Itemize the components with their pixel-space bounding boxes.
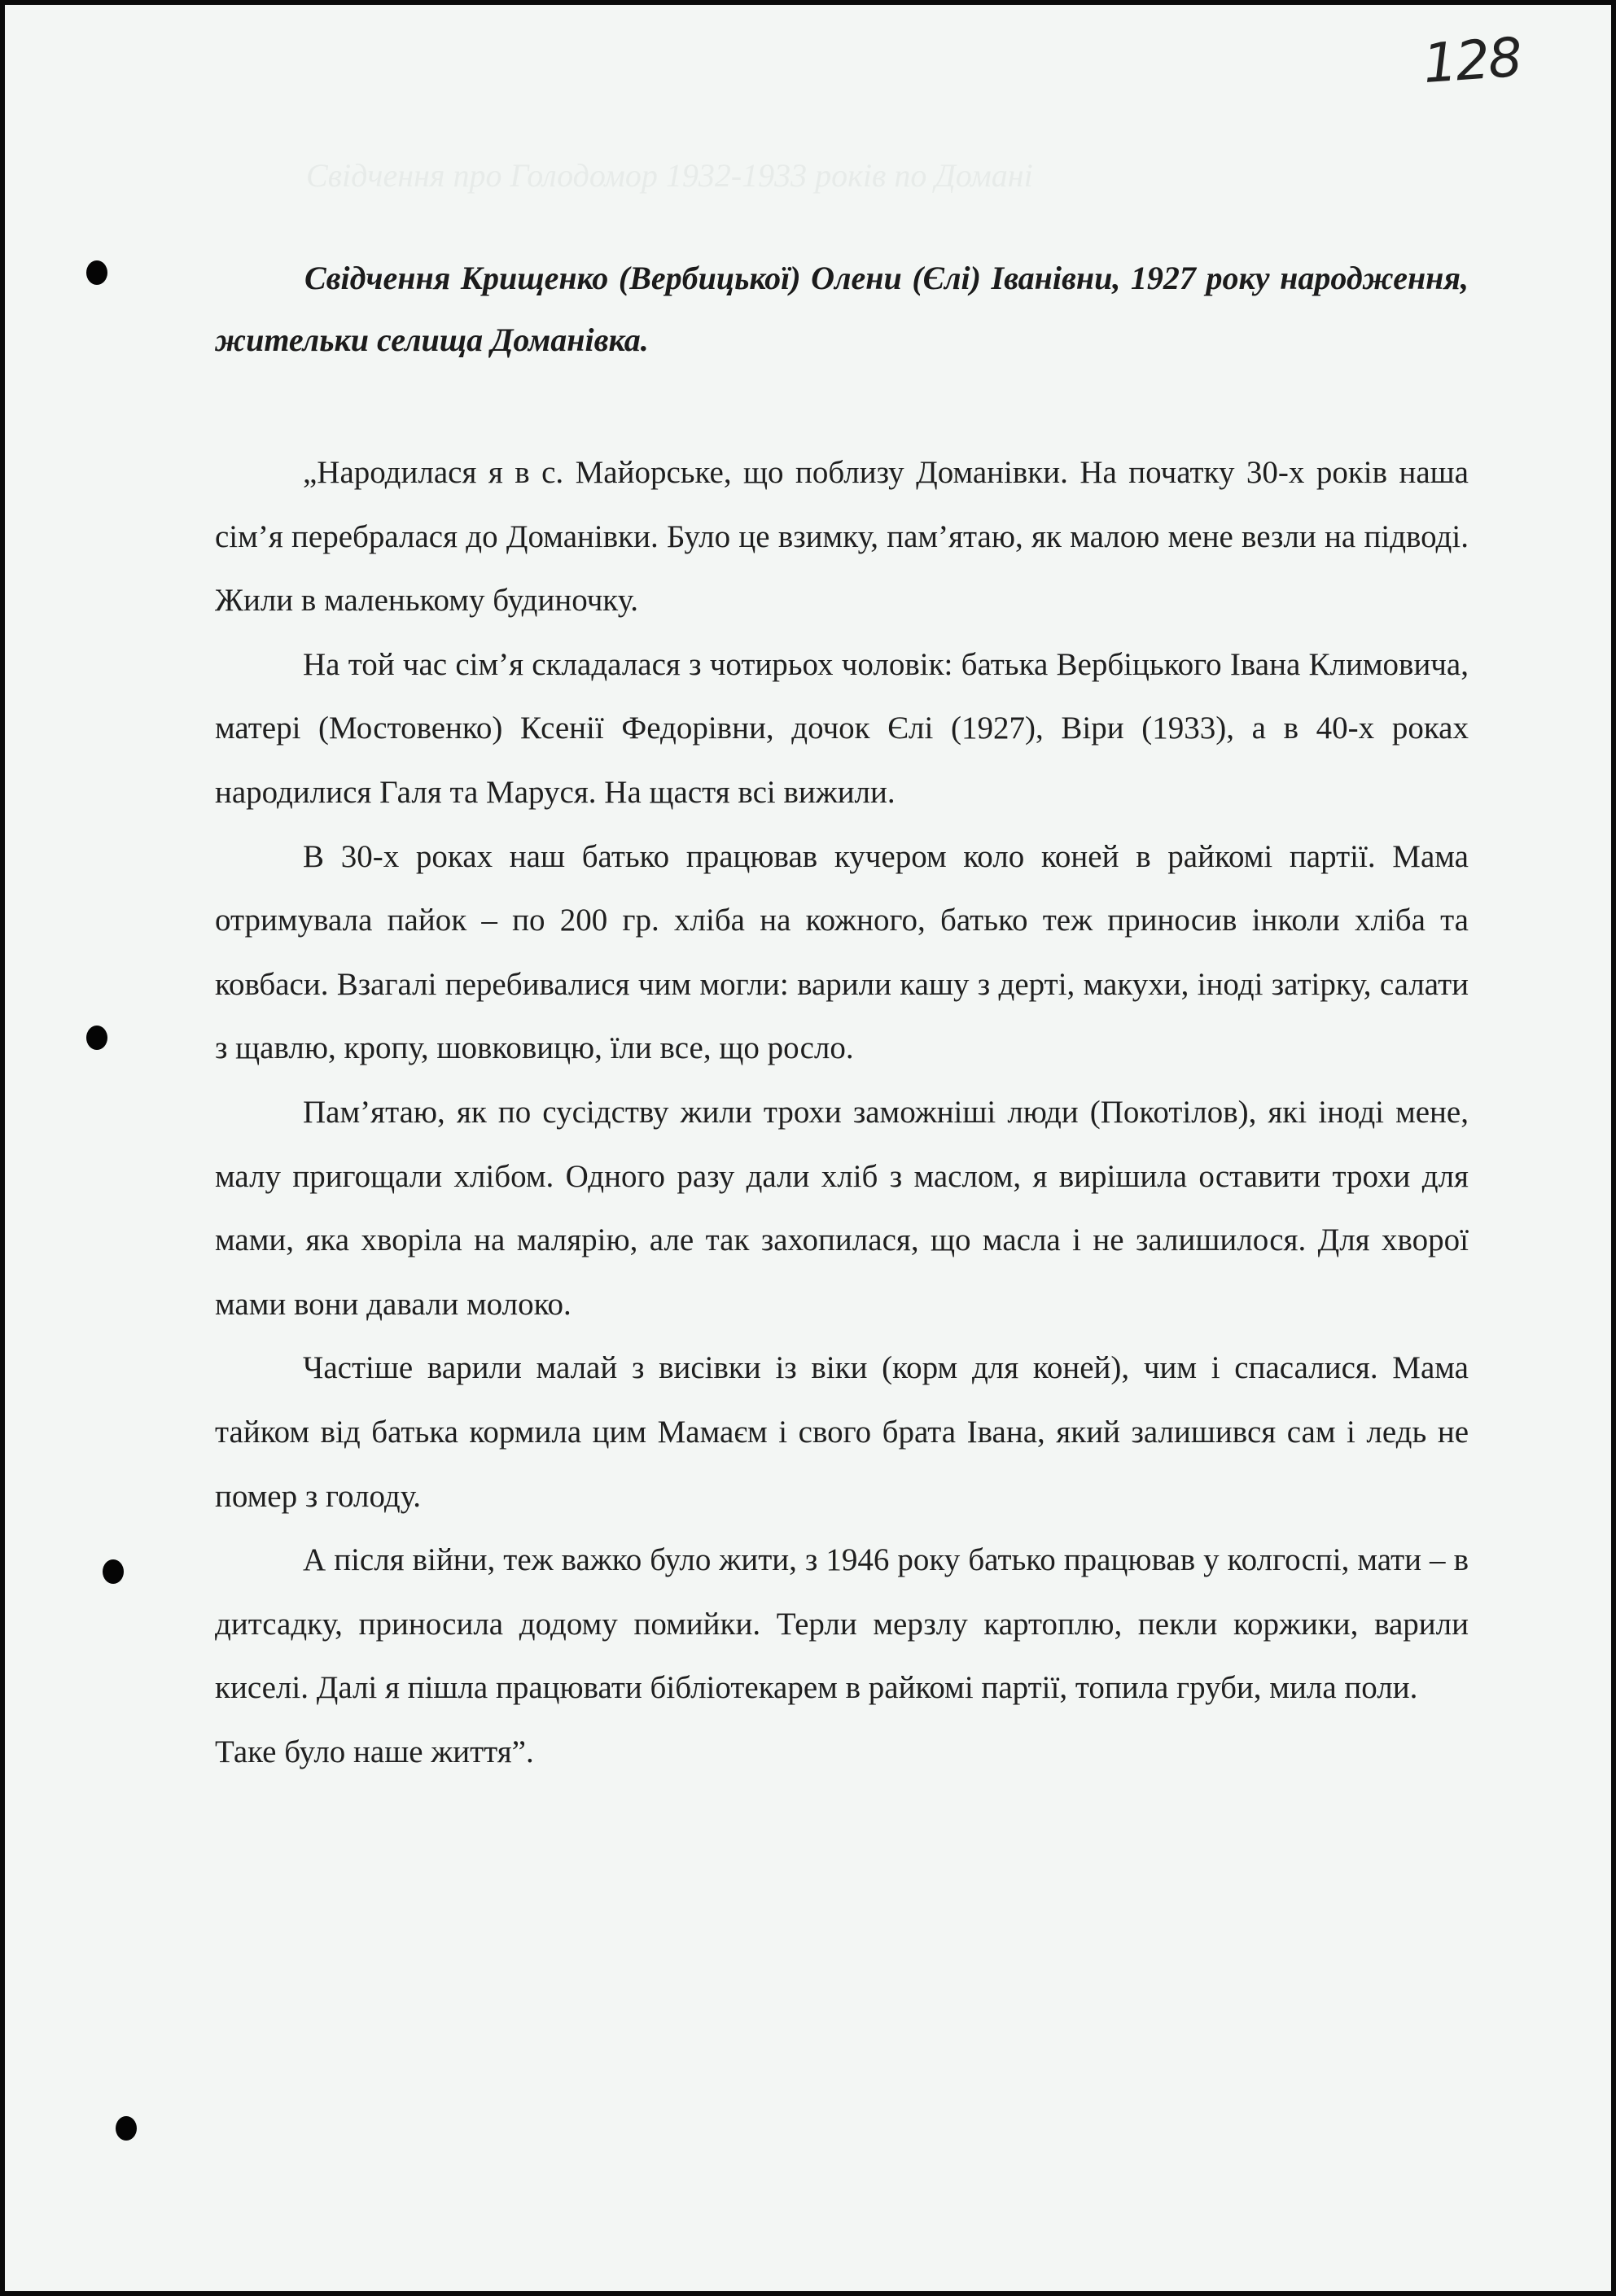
- page-number: 128: [1421, 25, 1523, 96]
- document-title: Свідчення Крищенко (Вербицької) Олени (Єлі) Іванівни, 1927 року народження, жительки селища Доманівка.: [215, 260, 1469, 358]
- paragraph-3: В 30-х роках наш батько працював кучером коло коней в райкомі партії. Мама отримувала пайок – по 200 гр. хліба на кожного, батько теж приносив інколи хліба та ковбаси. Взагалі перебивалися чим могли: варили кашу з дерті, макухи, іноді затірку, салати з щавлю, кропу, шовковицю, їли все, що росло.: [215, 838, 1469, 1066]
- punch-hole-2: [86, 1026, 107, 1050]
- faint-bleedthrough-header: Свідчення про Голодомор 1932-1933 років по Домані: [306, 157, 1033, 194]
- paragraph-6: А після війни, теж важко було жити, з 1946 року батько працював у колгоспі, мати – в дитсадку, приносила додому помийки. Терли мерзлу картоплю, пекли коржики, варили киселі. Далі я пішла працювати бібліотекарем в райкомі партії, топила груби, мила поли.: [215, 1542, 1469, 1706]
- punch-hole-4: [116, 2116, 137, 2141]
- document-page: [5, 5, 1611, 2291]
- paragraph-1: „Народилася я в с. Майорське, що поблизу Доманівки. На початку 30-х років наша сім’я перебралася до Доманівки. Було це взимку, пам’ятаю, як малою мене везли на підводі. Жили в маленькому будиночку.: [215, 455, 1469, 619]
- paragraph-4: Пам’ятаю, як по сусідству жили трохи заможніші люди (Покотілов), які іноді мене, малу пригощали хлібом. Одного разу дали хліб з маслом, я вирішила оставити трохи для мами, яка хворіла на малярію, але так захопилася, що масла і не залишилося. Для хворої мами вони давали молоко.: [215, 1094, 1469, 1322]
- paragraph-5: Частіше варили малай з висівки із віки (корм для коней), чим і спасалися. Мама тайком від батька кормила цим Мамаєм і свого брата Івана, який залишився сам і ледь не помер з голоду.: [215, 1350, 1469, 1514]
- paragraph-2: На той час сім’я складалася з чотирьох чоловік: батька Вербіцького Івана Климовича, матері (Мостовенко) Ксенії Федорівни, дочок Єлі (1927), Віри (1933), а в 40-х роках народилися Галя та Маруся. На щастя всі вижили.: [215, 646, 1469, 810]
- punch-hole-3: [103, 1559, 124, 1584]
- testimony-body: [215, 441, 1469, 1784]
- closing-line: Таке було наше життя”.: [215, 1734, 534, 1769]
- punch-hole-1: [86, 260, 107, 285]
